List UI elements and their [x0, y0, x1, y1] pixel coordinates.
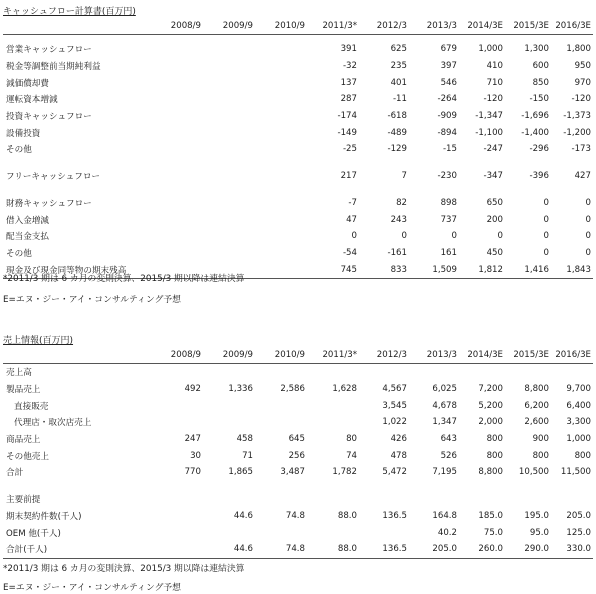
column-header: 2015/3E [505, 17, 551, 35]
table-cell: 0 [543, 247, 549, 258]
table-cell: 136.5 [359, 541, 409, 558]
table-cell: 82 [396, 197, 407, 208]
table-cell: 800 [532, 450, 549, 461]
table-cell: 391 [340, 44, 357, 55]
table-cell: 397 [440, 61, 457, 72]
table-cell: 2,000 [478, 417, 503, 428]
table-cell: -1,347 [475, 111, 503, 122]
table-cell: 74.8 [255, 541, 307, 558]
sales-title: 売上情報(百万円) [3, 336, 74, 346]
row-label: 営業キャッシュフロー [6, 45, 92, 56]
row-label: 売上高 [6, 368, 32, 379]
column-header: 2010/9 [255, 346, 307, 364]
table-cell: 1,865 [228, 467, 253, 478]
table-row [3, 397, 593, 414]
table-cell: -25 [342, 144, 357, 155]
table-cell: 256 [288, 450, 305, 461]
table-cell: 330.0 [551, 541, 593, 558]
table-cell: 1,782 [332, 467, 357, 478]
table-cell: 200 [486, 214, 503, 225]
table-row [3, 431, 593, 448]
table-cell: 10,500 [518, 467, 549, 478]
column-header: 2012/3 [359, 17, 409, 35]
table-cell: 0 [585, 197, 591, 208]
table-cell: -120 [571, 94, 591, 105]
table-cell: 71 [242, 450, 253, 461]
table-cell: 850 [532, 77, 549, 88]
row-label: 配当金支払 [6, 232, 49, 243]
footnote: *2011/3 期は 6 カ月の変則決算、2015/3 期以降は連結決算 [3, 274, 245, 284]
row-label: 主要前提 [6, 495, 41, 506]
row-label: 借入金増減 [6, 215, 49, 226]
table-row [3, 381, 593, 398]
column-header: 2011/3* [307, 346, 359, 364]
table-cell: 800 [486, 450, 503, 461]
row-label: 商品売上 [6, 435, 41, 446]
table-cell: -129 [387, 144, 407, 155]
table-cell: 5,472 [382, 467, 407, 478]
table-cell: 243 [390, 214, 407, 225]
table-row [3, 541, 593, 558]
row-label: 運転資本増減 [6, 95, 58, 106]
table-row [3, 491, 593, 508]
row-label: 投資キャッシュフロー [6, 112, 92, 123]
table-cell: 650 [486, 197, 503, 208]
table-row [3, 41, 593, 58]
table-cell: 185.0 [478, 510, 503, 521]
column-header: 2012/3 [359, 346, 409, 364]
table-cell: 3,300 [566, 417, 591, 428]
table-cell: -7 [348, 197, 357, 208]
table-cell: 44.6 [203, 541, 255, 558]
table-cell: 1,843 [551, 261, 593, 278]
table-cell: -174 [337, 111, 357, 122]
forecast-note: E=エヌ・ジー・アイ・コンサルティング予想 [3, 295, 181, 305]
table-cell: 95.0 [529, 527, 549, 538]
table-cell: 6,200 [524, 400, 549, 411]
table-cell: -264 [437, 94, 457, 105]
table-cell: 898 [440, 197, 457, 208]
table-cell: 833 [359, 261, 409, 278]
table-cell: 195.0 [524, 510, 549, 521]
table-cell: 44.6 [233, 510, 253, 521]
column-header: 2015/3E [505, 346, 551, 364]
table-cell: 643 [440, 434, 457, 445]
table-cell: -618 [387, 111, 407, 122]
table-cell: 161 [440, 247, 457, 258]
table-cell: 205.0 [566, 510, 591, 521]
table-cell: 247 [184, 434, 201, 445]
table-cell: 74.8 [285, 510, 305, 521]
table-cell: 217 [340, 171, 357, 182]
table-cell: 5,200 [478, 400, 503, 411]
table-cell: 235 [390, 61, 407, 72]
column-header: 2009/9 [203, 346, 255, 364]
table-cell: 0 [543, 231, 549, 242]
table-row [3, 58, 593, 75]
row-label: 税金等調整前当期純利益 [6, 62, 101, 73]
table-cell: 287 [340, 94, 357, 105]
table-cell: 546 [440, 77, 457, 88]
table-cell: 478 [390, 450, 407, 461]
table-cell: 0 [451, 231, 457, 242]
table-cell: 1,628 [332, 384, 357, 395]
table-cell: 205.0 [409, 541, 459, 558]
table-cell: -149 [337, 127, 357, 138]
table-cell: 1,022 [382, 417, 407, 428]
column-header: 2008/9 [151, 17, 203, 35]
table-cell: 800 [486, 434, 503, 445]
table-cell: -32 [342, 61, 357, 72]
column-header: 2014/3E [459, 17, 505, 35]
table-cell: -909 [437, 111, 457, 122]
table-cell: 458 [236, 434, 253, 445]
row-label: 合計(千人) [3, 541, 151, 558]
cashflow-table [3, 17, 593, 279]
table-cell: 9,700 [566, 384, 591, 395]
column-header [3, 346, 151, 364]
table-cell: 737 [440, 214, 457, 225]
table-cell: 80 [346, 434, 357, 445]
table-cell: 2,586 [280, 384, 305, 395]
table-cell: -54 [342, 247, 357, 258]
table-cell: 410 [486, 61, 503, 72]
table-cell: -489 [387, 127, 407, 138]
table-cell: -15 [442, 144, 457, 155]
column-header: 2011/3* [307, 17, 359, 35]
table-cell: 950 [574, 61, 591, 72]
table-cell: 75.0 [483, 527, 503, 538]
table-row [3, 524, 593, 541]
table-cell: 1,800 [566, 44, 591, 55]
table-cell: 30 [190, 450, 201, 461]
sales-table [3, 346, 593, 559]
row-label: 設備投資 [6, 128, 41, 139]
table-cell: 0 [585, 231, 591, 242]
table-cell: 492 [184, 384, 201, 395]
column-header: 2013/3 [409, 17, 459, 35]
row-label: その他 [6, 145, 32, 156]
footnote: *2011/3 期は 6 カ月の変則決算、2015/3 期以降は連結決算 [3, 564, 245, 574]
table-cell: 0 [497, 231, 503, 242]
table-row [3, 108, 593, 125]
table-cell: 1,336 [228, 384, 253, 395]
table-cell: 164.8 [432, 510, 457, 521]
table-cell: 0 [401, 231, 407, 242]
table-cell: -296 [529, 144, 549, 155]
table-cell: -120 [483, 94, 503, 105]
row-label: その他 [6, 248, 32, 259]
table-cell: -230 [437, 171, 457, 182]
table-cell: -1,373 [563, 111, 591, 122]
table-cell: 136.5 [382, 510, 407, 521]
table-cell: 137 [340, 77, 357, 88]
table-cell: -1,100 [475, 127, 503, 138]
table-cell: 0 [543, 197, 549, 208]
table-row [3, 508, 593, 525]
table-cell: 427 [574, 171, 591, 182]
table-row [3, 364, 593, 381]
row-label: 製品売上 [6, 385, 41, 396]
table-cell: 6,400 [566, 400, 591, 411]
table-cell: 40.2 [437, 527, 457, 538]
table-cell: 260.0 [459, 541, 505, 558]
table-cell: 4,567 [382, 384, 407, 395]
table-cell: 125.0 [566, 527, 591, 538]
table-cell: -894 [437, 127, 457, 138]
column-header: 2016/3E [551, 346, 593, 364]
table-cell: 3,487 [280, 467, 305, 478]
table-cell: 8,800 [478, 467, 503, 478]
table-cell: 47 [346, 214, 357, 225]
row-label: その他売上 [6, 451, 49, 462]
column-header: 2013/3 [409, 346, 459, 364]
row-label: 合計 [6, 468, 24, 479]
table-cell: 1,416 [505, 261, 551, 278]
table-cell: 2,600 [524, 417, 549, 428]
table-cell: 426 [390, 434, 407, 445]
table-row [3, 228, 593, 245]
table-cell: -11 [392, 94, 407, 105]
table-cell: 88.0 [307, 541, 359, 558]
table-cell: 7,200 [478, 384, 503, 395]
table-cell: 3,545 [382, 400, 407, 411]
table-cell: 970 [574, 77, 591, 88]
table-cell: 11,500 [560, 467, 591, 478]
row-label: 減価償却費 [6, 78, 49, 89]
column-header [3, 17, 151, 35]
cashflow-title: キャッシュフロー計算書(百万円) [3, 7, 136, 17]
table-cell: -1,400 [521, 127, 549, 138]
table-row [3, 168, 593, 185]
table-cell: 1,000 [478, 44, 503, 55]
forecast-note: E=エヌ・ジー・アイ・コンサルティング予想 [3, 583, 181, 593]
table-cell: 1,000 [566, 434, 591, 445]
table-cell: 1,812 [459, 261, 505, 278]
table-cell: 290.0 [505, 541, 551, 558]
table-cell: 1,300 [524, 44, 549, 55]
table-row [3, 74, 593, 91]
table-cell: -150 [529, 94, 549, 105]
table-cell: 0 [585, 214, 591, 225]
table-row [3, 414, 593, 431]
column-header: 2014/3E [459, 346, 505, 364]
table-cell: 74 [346, 450, 357, 461]
table-cell: 770 [184, 467, 201, 478]
column-header: 2008/9 [151, 346, 203, 364]
table-row [3, 124, 593, 141]
table-row [3, 141, 593, 158]
table-row [3, 245, 593, 262]
table-row [3, 195, 593, 212]
column-header: 2010/9 [255, 17, 307, 35]
table-cell: 1,509 [409, 261, 459, 278]
table-cell: 800 [574, 450, 591, 461]
table-cell: 900 [532, 434, 549, 445]
table-cell: 645 [288, 434, 305, 445]
table-cell: 450 [486, 247, 503, 258]
table-cell: 6,025 [432, 384, 457, 395]
table-cell: 600 [532, 61, 549, 72]
table-cell: 0 [351, 231, 357, 242]
table-cell: -247 [483, 144, 503, 155]
column-header: 2016/3E [551, 17, 593, 35]
row-label: OEM 他(千人) [6, 528, 61, 539]
table-cell: 679 [440, 44, 457, 55]
row-label: フリーキャッシュフロー [6, 172, 101, 183]
table-cell: 88.0 [337, 510, 357, 521]
table-cell: 526 [440, 450, 457, 461]
table-cell: 7 [401, 171, 407, 182]
table-cell: 4,678 [432, 400, 457, 411]
row-label: 財務キャッシュフロー [6, 198, 92, 209]
table-cell: 625 [390, 44, 407, 55]
table-cell: 710 [486, 77, 503, 88]
table-cell: -347 [483, 171, 503, 182]
row-label: 現金及び現金同等物の期末残高 [3, 261, 151, 278]
table-cell: -396 [529, 171, 549, 182]
table-cell: 0 [543, 214, 549, 225]
table-cell: -161 [387, 247, 407, 258]
table-row [3, 447, 593, 464]
table-cell: 1,347 [432, 417, 457, 428]
table-cell: -1,696 [521, 111, 549, 122]
table-cell: -1,200 [563, 127, 591, 138]
row-label: 期末契約件数(千人) [6, 511, 82, 522]
table-row [3, 464, 593, 481]
table-cell: 0 [585, 247, 591, 258]
row-label: 代理店・取次店売上 [14, 418, 92, 429]
table-cell: 8,800 [524, 384, 549, 395]
table-cell: -173 [571, 144, 591, 155]
column-header: 2009/9 [203, 17, 255, 35]
table-cell: 401 [390, 77, 407, 88]
row-label: 直接販売 [14, 401, 49, 412]
table-row [3, 211, 593, 228]
table-row [3, 91, 593, 108]
table-cell: 7,195 [432, 467, 457, 478]
table-cell: 745 [307, 261, 359, 278]
